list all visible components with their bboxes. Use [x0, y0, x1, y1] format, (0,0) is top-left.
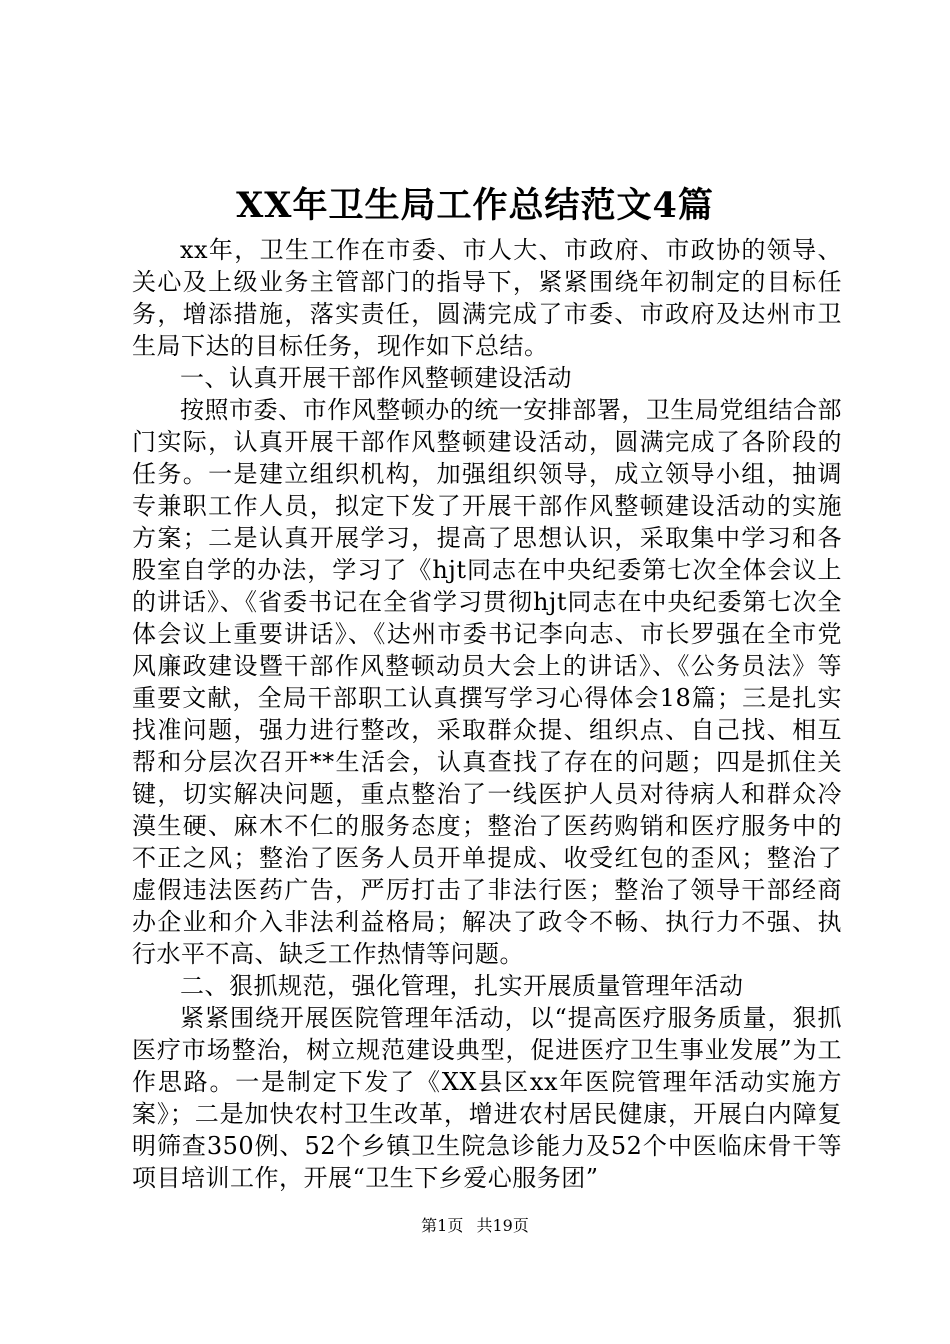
- page-footer: [0, 1215, 950, 1237]
- document-body: [132, 234, 842, 1194]
- paragraph-intro: xx年，卫生工作在市委、市人大、市政府、市政协的领导、关心及上级业务主管部门的指导下，紧紧围绕年初制定的目标任务，增添措施，落实责任，圆满完成了市委、市政府及达州市卫生局下达的目标任务，现作如下总结。: [132, 236, 842, 360]
- paragraph-section-1: 按照市委、市作风整顿办的统一安排部署，卫生局党组结合部门实际，认真开展干部作风整顿建设活动，圆满完成了各阶段的任务。一是建立组织机构，加强组织领导，成立领导小组，抽调专兼职工作人员，拟定下发了开展干部作风整顿建设活动的实施方案；二是认真开展学习，提高了思想认识，采取集中学习和各股室自学的办法，学习了《hjt同志在中央纪委第七次全体会议上的讲话》、《省委书记在全省学习贯彻hjt同志在中央纪委第七次全体会议上重要讲话》、《达州市委书记李向志、市长罗强在全市党风廉政建设暨干部作风整顿动员大会上的讲话》、《公务员法》等重要文献，全局干部职工认真撰写学习心得体会18篇；三是扎实找准问题，强力进行整改，采取群众提、组织点、自己找、相互帮和分层次召开**生活会，认真查找了存在的问题；四是抓住关键，切实解决问题，重点整治了一线医护人员对待病人和群众冷漠生硬、麻木不仁的服务态度；整治了医药购销和医疗服务中的不正之风；整治了医务人员开单提成、收受红包的歪风；整治了虚假违法医药广告，严厉打击了非法行医；整治了领导干部经商办企业和介入非法利益格局；解决了政令不畅、执行力不强、执行水平不高、缺乏工作热情等问题。: [132, 396, 842, 968]
- paragraph-section-2: 紧紧围绕开展医院管理年活动，以“提高医疗服务质量，狠抓医疗市场整治，树立规范建设典型，促进医疗卫生事业发展”为工作思路。一是制定下发了《XX县区xx年医院管理年活动实施方案》；二是加快农村卫生改革，增进农村居民健康，开展白内障复明筛查350例、52个乡镇卫生院急诊能力及52个中医临床骨干等项目培训工作，开展“卫生下乡爱心服务团”: [132, 1004, 842, 1192]
- document-title: XX年卫生局工作总结范文4篇: [236, 185, 714, 226]
- page-total: 共19页: [476, 1216, 529, 1235]
- section-heading-1: 一、认真开展干部作风整顿建设活动: [180, 364, 572, 392]
- page-number: 第1页: [421, 1216, 464, 1235]
- section-heading-2: 二、狠抓规范，强化管理，扎实开展质量管理年活动: [180, 972, 744, 1000]
